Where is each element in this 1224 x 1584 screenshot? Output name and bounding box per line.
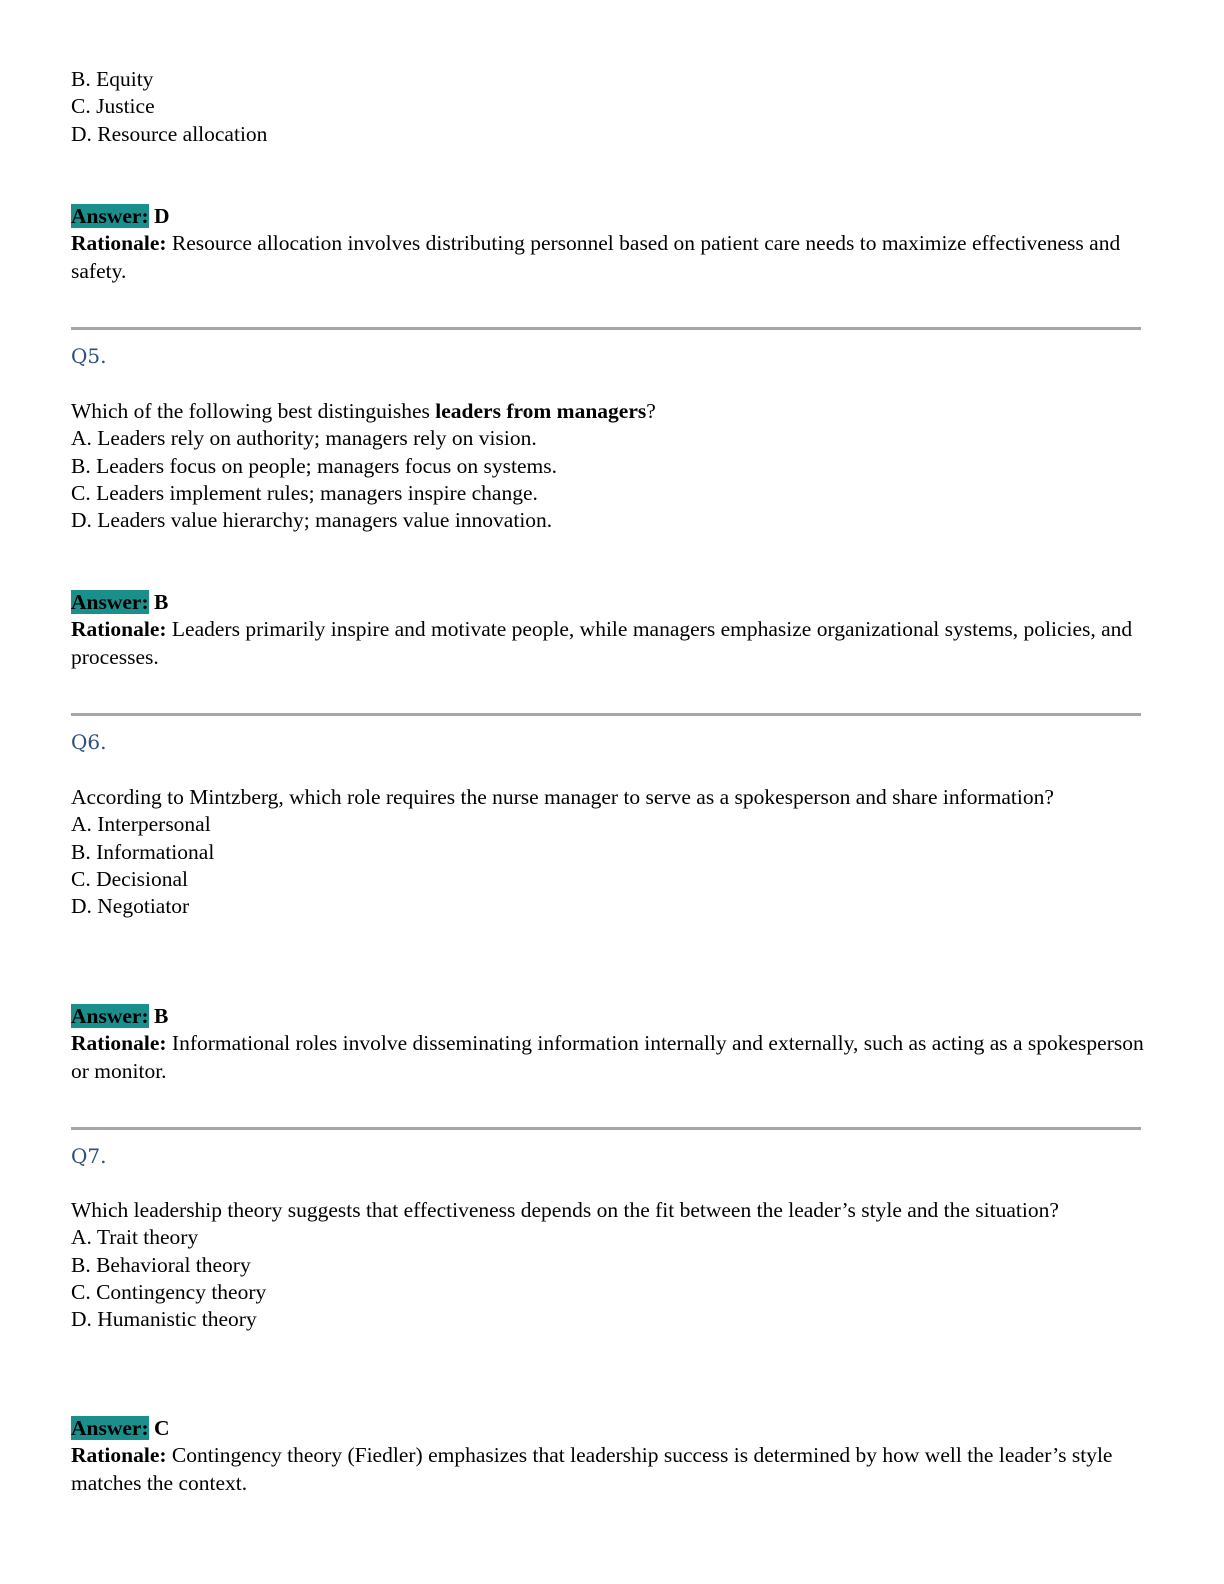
- q7-option-b: B. Behavioral theory: [71, 1252, 251, 1277]
- q6-rationale: [71, 1030, 1146, 1085]
- q4-option-b: B. Equity: [71, 67, 154, 91]
- q5-body: [71, 398, 1146, 534]
- q6-option-b: B. Informational: [71, 839, 215, 864]
- question-number: Q6.: [71, 730, 107, 754]
- q5-option-c: C. Leaders implement rules; managers inspire change.: [71, 480, 538, 505]
- q4-rationale: [71, 230, 1146, 285]
- q6-option-c: C. Decisional: [71, 866, 189, 891]
- section-divider: [71, 327, 1141, 330]
- q4-option-d: D. Resource allocation: [71, 121, 268, 146]
- q5-rationale: [71, 616, 1146, 671]
- answer-value: B: [154, 590, 169, 614]
- rationale-label: Rationale:: [71, 617, 167, 642]
- q7-body: [71, 1197, 1146, 1333]
- answer-value: D: [154, 204, 170, 228]
- question-number: Q7.: [71, 1144, 107, 1168]
- answer-value: C: [154, 1416, 170, 1440]
- rationale-label: Rationale:: [71, 1031, 167, 1056]
- q5-stem: Which of the following best distinguishes leaders from managers?: [71, 399, 656, 423]
- q5-option-b: B. Leaders focus on people; managers focus on systems.: [71, 453, 558, 478]
- answer-label: Answer:: [71, 1004, 149, 1028]
- section-divider: [71, 713, 1141, 716]
- q6-option-d: D. Negotiator: [71, 894, 190, 919]
- section-divider: [71, 1127, 1141, 1130]
- answer-label: Answer:: [71, 204, 149, 228]
- q6-option-a: A. Interpersonal: [71, 812, 211, 837]
- rationale-label: Rationale:: [71, 231, 167, 256]
- answer-label: Answer:: [71, 590, 149, 614]
- q6-stem: According to Mintzberg, which role requires the nurse manager to serve as a spokesperson and share information?: [71, 785, 1054, 809]
- q5-answer: [71, 589, 1146, 671]
- answer-label: Answer:: [71, 1416, 149, 1440]
- rationale-text: Contingency theory (Fiedler) emphasizes that leadership success is determined by how well the leader’s style matches the context.: [71, 1443, 1113, 1495]
- rationale-text: Leaders primarily inspire and motivate people, while managers emphasize organizational systems, policies, and processes.: [71, 617, 1133, 669]
- q4-option-c: C. Justice: [71, 94, 155, 119]
- q5-stem-emphasis: leaders from managers: [435, 399, 647, 423]
- q6-answer: [71, 1003, 1146, 1085]
- rationale-label: Rationale:: [71, 1443, 167, 1468]
- q7-option-d: D. Humanistic theory: [71, 1307, 257, 1332]
- q4-answer: [71, 203, 1146, 285]
- q7-option-c: C. Contingency theory: [71, 1279, 267, 1304]
- answer-value: B: [154, 1004, 169, 1028]
- q4-options: [71, 66, 1146, 148]
- q5-option-a: A. Leaders rely on authority; managers rely on vision.: [71, 426, 537, 451]
- question-number: Q5.: [71, 344, 107, 368]
- q7-rationale: [71, 1442, 1146, 1497]
- rationale-text: Informational roles involve disseminating information internally and externally, such as acting as a spokesperson or monitor.: [71, 1031, 1144, 1083]
- q7-option-a: A. Trait theory: [71, 1225, 199, 1250]
- q7-answer: [71, 1415, 1146, 1497]
- rationale-text: Resource allocation involves distributing personnel based on patient care needs to maximize effectiveness and safety.: [71, 231, 1121, 283]
- q6-body: [71, 784, 1146, 920]
- q5-option-d: D. Leaders value hierarchy; managers value innovation.: [71, 508, 553, 533]
- q7-stem: Which leadership theory suggests that effectiveness depends on the fit between the leader’s style and the situation?: [71, 1198, 1059, 1222]
